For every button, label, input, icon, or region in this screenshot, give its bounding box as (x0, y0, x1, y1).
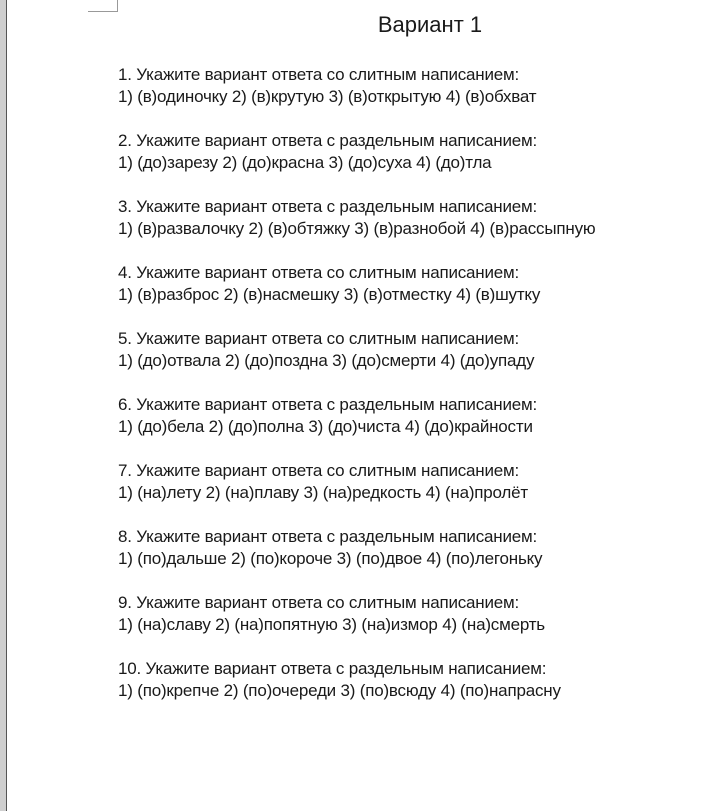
question-options: 1) (до)отвала 2) (до)поздна 3) (до)смерти 4) (до)упаду (118, 351, 535, 370)
question-item (118, 394, 537, 438)
question-options: 1) (в)разброс 2) (в)насмешку 3) (в)отместку 4) (в)шутку (118, 285, 541, 304)
question-item (118, 526, 542, 570)
page-left-margin (0, 0, 7, 811)
question-prompt: 6. Укажите вариант ответа с раздельным написанием: (118, 395, 538, 414)
question-options: 1) (по)крепче 2) (по)очереди 3) (по)всюду 4) (по)напрасну (118, 681, 561, 700)
question-prompt: 2. Укажите вариант ответа с раздельным написанием: (118, 131, 538, 150)
question-prompt: 4. Укажите вариант ответа со слитным написанием: (118, 263, 520, 282)
question-prompt: 7. Укажите вариант ответа со слитным написанием: (118, 461, 520, 480)
question-item (118, 328, 534, 372)
question-prompt: 5. Укажите вариант ответа со слитным написанием: (118, 329, 520, 348)
question-options: 1) (до)зарезу 2) (до)красна 3) (до)суха 4) (до)тла (118, 153, 492, 172)
question-prompt: 10. Укажите вариант ответа с раздельным написанием: (118, 659, 547, 678)
page-title: Вариант 1 (377, 12, 483, 37)
question-item (118, 592, 545, 636)
question-item (118, 130, 537, 174)
question-options: 1) (до)бела 2) (до)полна 3) (до)чиста 4) (до)крайности (118, 417, 533, 436)
question-prompt: 3. Укажите вариант ответа с раздельным написанием: (118, 197, 538, 216)
question-options: 1) (по)дальше 2) (по)короче 3) (по)двое 4) (по)легоньку (118, 549, 543, 568)
question-prompt: 1. Укажите вариант ответа со слитным написанием: (118, 65, 520, 84)
page-corner-mark (88, 0, 118, 12)
question-prompt: 9. Укажите вариант ответа со слитным написанием: (118, 593, 520, 612)
question-options: 1) (в)одиночку 2) (в)крутую 3) (в)открытую 4) (в)обхват (118, 87, 537, 106)
question-item (118, 196, 595, 240)
question-item (118, 64, 536, 108)
question-item (118, 262, 540, 306)
question-item (118, 460, 528, 504)
question-item (118, 658, 561, 702)
question-options: 1) (в)развалочку 2) (в)обтяжку 3) (в)разнобой 4) (в)рассыпную (118, 219, 596, 238)
question-options: 1) (на)лету 2) (на)плаву 3) (на)редкость 4) (на)пролёт (118, 483, 528, 502)
question-prompt: 8. Укажите вариант ответа с раздельным написанием: (118, 527, 538, 546)
question-options: 1) (на)славу 2) (на)попятную 3) (на)измор 4) (на)смерть (118, 615, 545, 634)
